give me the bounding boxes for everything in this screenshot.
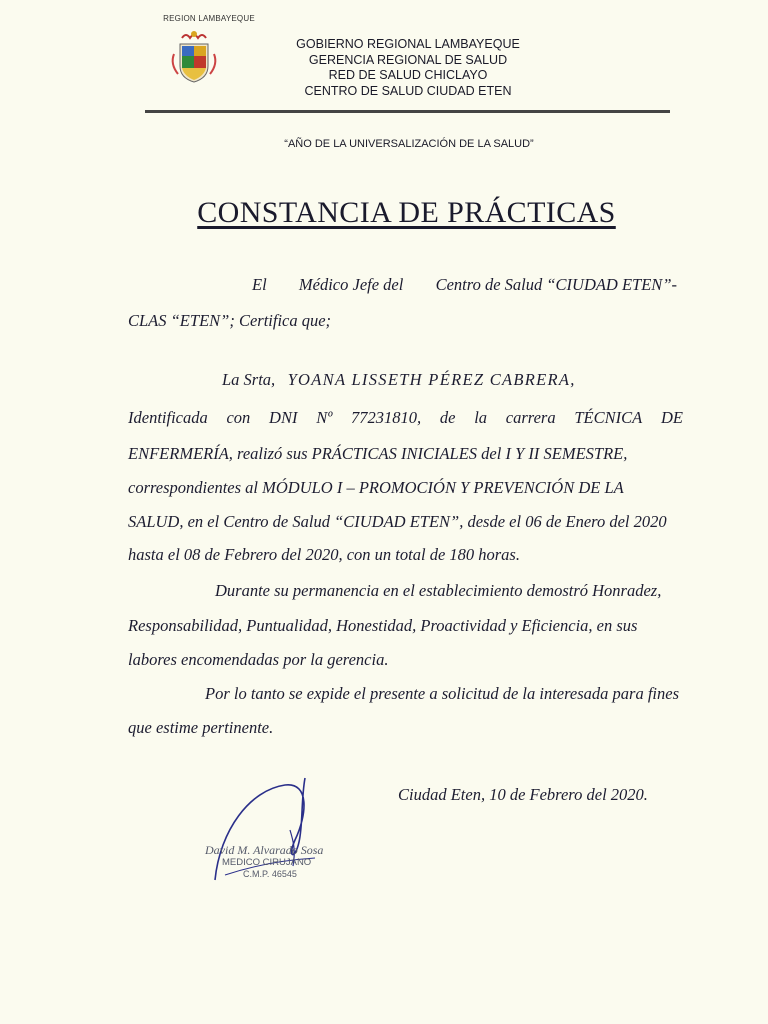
certification-line-6: hasta el 08 de Febrero del 2020, con un total de 180 horas. bbox=[128, 545, 520, 564]
intro-line-2: CLAS “ETEN”; Certifica que; bbox=[128, 311, 332, 330]
stamp-doctor-role: MEDICO CIRUJANO bbox=[222, 857, 312, 868]
certification-line-4: correspondientes al MÓDULO I – PROMOCIÓN Y PREVENCIÓN DE LA bbox=[128, 478, 624, 497]
certification-line-3: ENFERMERÍA, realizó sus PRÁCTICAS INICIALES del I Y II SEMESTRE, bbox=[128, 444, 628, 463]
cert-word: con bbox=[226, 408, 251, 427]
cert-word: Nº bbox=[316, 408, 333, 427]
cert-word: DE bbox=[660, 408, 683, 427]
closing-line-2: que estime pertinente. bbox=[128, 718, 274, 737]
certification-line-1 bbox=[222, 370, 768, 390]
cert-word: Identificada bbox=[128, 408, 208, 427]
certification-line-2 bbox=[128, 408, 683, 428]
cert-word: de bbox=[439, 408, 456, 427]
intro-word-center: Centro de Salud “CIUDAD ETEN”- bbox=[435, 275, 677, 294]
place-date: Ciudad Eten, 10 de Febrero del 2020. bbox=[398, 785, 648, 804]
intro-line-1 bbox=[252, 275, 677, 295]
certification-prefix: La Srta, bbox=[222, 370, 276, 389]
letterhead-line-health-network: RED DE SALUD CHICLAYO bbox=[328, 68, 488, 82]
cert-word: DNI bbox=[269, 408, 298, 427]
letterhead-line-health-center: CENTRO DE SALUD CIUDAD ETEN bbox=[304, 83, 512, 98]
conduct-line-3: labores encomendadas por la gerencia. bbox=[128, 650, 389, 669]
letterhead-line-health-management: GERENCIA REGIONAL DE SALUD bbox=[308, 52, 508, 67]
stamp-doctor-name: David M. Alvarado Sosa bbox=[205, 843, 324, 857]
conduct-line-2: Responsabilidad, Puntualidad, Honestidad, Proactividad y Eficiencia, en sus bbox=[128, 616, 638, 635]
letterhead bbox=[250, 37, 566, 99]
conduct-line-1: Durante su permanencia en el establecimiento demostró Honradez, bbox=[215, 581, 662, 600]
cert-word: la bbox=[474, 408, 488, 427]
intro-word-medico: Médico Jefe del bbox=[298, 275, 404, 294]
closing-line-1: Por lo tanto se expide el presente a solicitud de la interesada para fines bbox=[205, 684, 679, 703]
certification-line-5: SALUD, en el Centro de Salud “CIUDAD ETEN”, desde el 06 de Enero del 2020 bbox=[128, 512, 667, 531]
stamp-cmp-number: C.M.P. 46545 bbox=[243, 869, 297, 879]
cert-word: carrera bbox=[505, 408, 556, 427]
cert-word: TÉCNICA bbox=[574, 408, 643, 427]
student-name: YOANA LISSETH PÉREZ CABRERA, bbox=[287, 370, 576, 389]
dni-number: 77231810, bbox=[351, 408, 422, 427]
letterhead-line-government: GOBIERNO REGIONAL LAMBAYEQUE bbox=[296, 37, 520, 51]
intro-word-el: El bbox=[252, 275, 267, 294]
year-motto: “AÑO DE LA UNIVERSALIZACIÓN DE LA SALUD” bbox=[284, 138, 534, 150]
document-title: CONSTANCIA DE PRÁCTICAS bbox=[197, 196, 616, 229]
header-divider bbox=[145, 110, 670, 113]
emblem-label: REGION LAMBAYEQUE bbox=[163, 14, 255, 23]
